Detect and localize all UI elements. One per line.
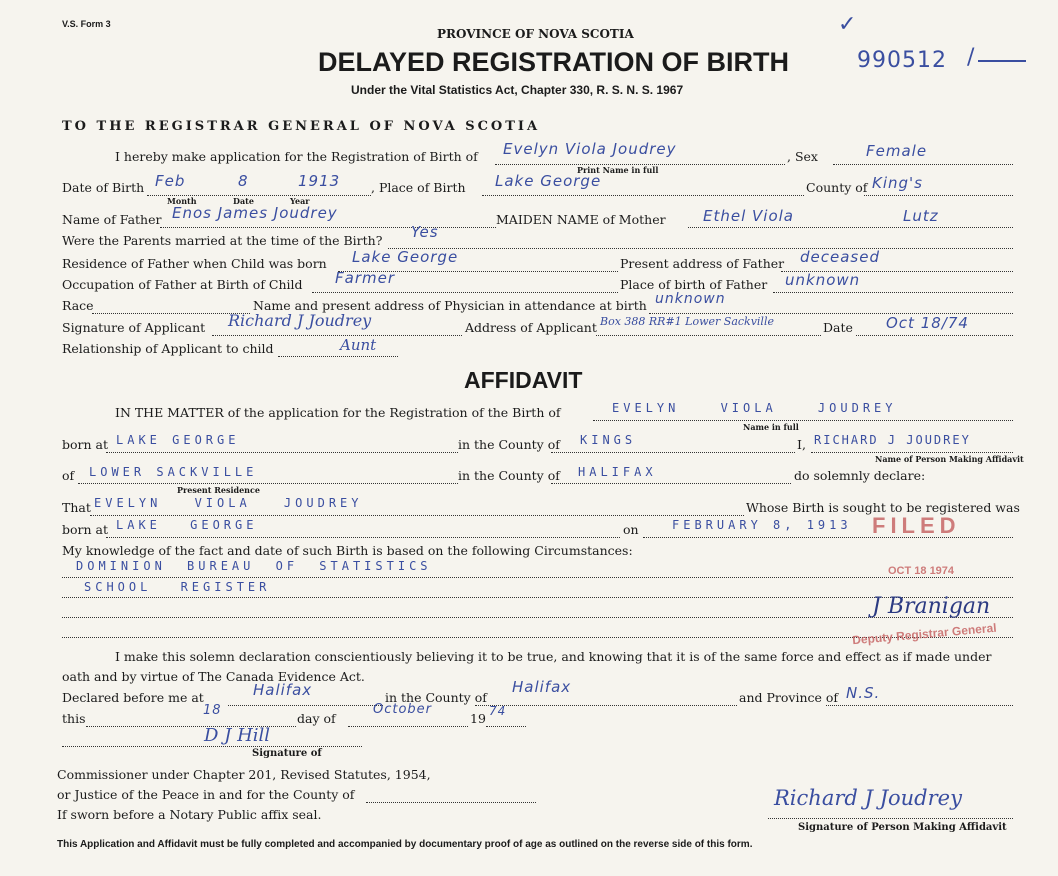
declare-label: do solemnly declare:: [794, 468, 926, 483]
signature-of-caption: Signature of: [252, 748, 322, 759]
commissioner-text: Commissioner under Chapter 201, Revised Statutes, 1954,: [57, 767, 431, 782]
residence-value-affidavit: LOWER SACKVILLE: [89, 465, 258, 479]
addressee: TO THE REGISTRAR GENERAL OF NOVA SCOTIA: [62, 119, 541, 134]
father-name-label: Name of Father: [62, 212, 162, 227]
county-value: King's: [872, 174, 923, 192]
residence-county-value: HALIFAX: [578, 465, 657, 479]
year-caption: Year: [290, 196, 310, 206]
affiant-signature: Richard J Joudrey: [774, 786, 962, 810]
married-value: Yes: [411, 223, 439, 241]
born-at2-value: LAKE GEORGE: [116, 518, 258, 532]
child-name-value: Evelyn Viola Joudrey: [503, 140, 677, 158]
occupation-value: Farmer: [335, 269, 395, 287]
born-at-value: LAKE GEORGE: [116, 433, 240, 447]
relationship-label: Relationship of Applicant to child: [62, 341, 274, 356]
province-heading: PROVINCE OF NOVA SCOTIA: [437, 27, 634, 41]
check-mark: ✓: [838, 12, 858, 37]
circumstance-1-value: DOMINION BUREAU OF STATISTICS: [76, 559, 432, 573]
on-label: on: [623, 522, 639, 537]
race-label: Race: [62, 298, 94, 313]
sex-label: , Sex: [787, 149, 818, 164]
application-date-value: Oct 18/74: [886, 314, 969, 332]
occupation-label: Occupation of Father at Birth of Child: [62, 277, 303, 292]
name-in-full-caption: Name in full: [743, 422, 799, 432]
date-caption: Date: [233, 196, 254, 206]
father-birthplace-value: unknown: [785, 271, 861, 289]
birth-month-value: Feb: [155, 172, 186, 190]
declared-year-value: 74: [489, 704, 507, 718]
born-at-label: born at: [62, 437, 109, 452]
dob-label: Date of Birth: [62, 180, 145, 195]
file-number: 990512: [857, 48, 947, 73]
present-address-value: deceased: [800, 248, 880, 266]
applicant-signature: Richard J Joudrey: [228, 311, 372, 330]
residence-label: Residence of Father when Child was born: [62, 256, 327, 271]
mother-maiden-label: MAIDEN NAME of Mother: [496, 212, 666, 227]
birth-year-value: 1913: [298, 172, 341, 190]
commissioner-signature: D J Hill: [204, 725, 271, 746]
declared-county-value: Halifax: [512, 678, 572, 696]
present-residence-caption: Present Residence: [177, 485, 260, 495]
person-caption: Name of Person Making Affidavit: [875, 454, 1024, 464]
affidavit-heading: AFFIDAVIT: [464, 367, 583, 393]
solemn-declaration-text-2: oath and by virtue of The Canada Evidence Act.: [62, 669, 365, 684]
sex-value: Female: [866, 142, 928, 160]
born-at2-label: born at: [62, 522, 109, 537]
document-subtitle: Under the Vital Statistics Act, Chapter 330, R. S. N. S. 1967: [351, 83, 684, 97]
born-on-value: FEBRUARY 8, 1913: [672, 518, 852, 532]
of-label: of: [62, 468, 75, 483]
notary-text: If sworn before a Notary Public affix seal.: [57, 807, 322, 822]
province-label: and Province of: [739, 690, 839, 705]
circumstance-2-value: SCHOOL REGISTER: [84, 580, 271, 594]
present-address-label: Present address of Father: [620, 256, 785, 271]
intro-label: I hereby make application for the Registration of Birth of: [115, 149, 478, 164]
affiant-name-value: RICHARD J JOUDREY: [814, 433, 971, 447]
physician-value: unknown: [655, 291, 726, 307]
residence-value: Lake George: [352, 248, 459, 266]
declared-month-value: October: [373, 702, 433, 717]
deputy-registrar-title: Deputy Registrar General: [851, 620, 998, 648]
applicant-signature-label: Signature of Applicant: [62, 320, 206, 335]
stamp-date: OCT 18 1974: [888, 565, 955, 577]
document-title: DELAYED REGISTRATION OF BIRTH: [318, 47, 790, 77]
physician-label: Name and present address of Physician in attendance at birth: [253, 298, 647, 313]
father-name-value: Enos James Joudrey: [172, 204, 338, 222]
mother-first-value: Ethel Viola: [703, 207, 794, 225]
solemn-declaration-text: I make this solemn declaration conscientiously believing it to be true, and knowing that it is of the same force and effect as if made under: [115, 649, 992, 664]
filed-stamp: FILED: [872, 513, 961, 538]
sought-label: Whose Birth is sought to be registered was: [746, 500, 1020, 515]
birth-day-value: 8: [238, 172, 249, 190]
place-of-birth-label: , Place of Birth: [371, 180, 466, 195]
deputy-registrar-signature: J Branigan: [872, 594, 991, 619]
that-name-value: EVELYN VIOLA JOUDREY: [94, 496, 363, 510]
father-birthplace-label: Place of birth of Father: [620, 277, 768, 292]
declared-at-value: Halifax: [253, 681, 313, 699]
matter-label: IN THE MATTER of the application for the Registration of the Birth of: [115, 405, 561, 420]
i-label: I,: [797, 437, 806, 452]
date-label: Date: [823, 320, 853, 335]
print-name-caption: Print Name in full: [577, 165, 659, 175]
applicant-address-label: Address of Applicant: [465, 320, 597, 335]
province-value: N.S.: [846, 684, 881, 702]
knowledge-label: My knowledge of the fact and date of such Birth is based on the following Circumstances:: [62, 543, 633, 558]
affidavit-county-value: KINGS: [580, 433, 637, 447]
file-number-slash: /: [967, 45, 976, 70]
declared-label: Declared before me at: [62, 690, 204, 705]
married-label: Were the Parents married at the time of the Birth?: [62, 233, 383, 248]
place-of-birth-value: Lake George: [495, 172, 602, 190]
county-of-label: in the County of: [458, 437, 560, 452]
file-number-strike: [978, 60, 1026, 62]
declared-day-value: 18: [203, 703, 222, 718]
county-label-declared: in the County of: [385, 690, 487, 705]
relationship-value: Aunt: [340, 336, 377, 354]
affidavit-name-value: EVELYN VIOLA JOUDREY: [612, 401, 897, 415]
this-label: this: [62, 711, 86, 726]
county-of-label-2: in the County of: [458, 468, 560, 483]
that-label: That: [62, 500, 91, 515]
justice-text: or Justice of the Peace in and for the County of: [57, 787, 355, 802]
month-caption: Month: [167, 196, 197, 206]
mother-last-value: Lutz: [903, 207, 939, 225]
year-prefix: 19: [470, 711, 486, 726]
county-label: County of: [806, 180, 868, 195]
signature-of-person-caption: Signature of Person Making Affidavit: [798, 822, 1007, 833]
applicant-address-value: Box 388 RR#1 Lower Sackville: [600, 315, 774, 328]
day-of-label: day of: [297, 711, 336, 726]
form-number: V.S. Form 3: [62, 19, 111, 29]
footer-note: This Application and Affidavit must be fully completed and accompanied by documentary proof of age as outlined on the reverse side of this form.: [57, 839, 753, 850]
